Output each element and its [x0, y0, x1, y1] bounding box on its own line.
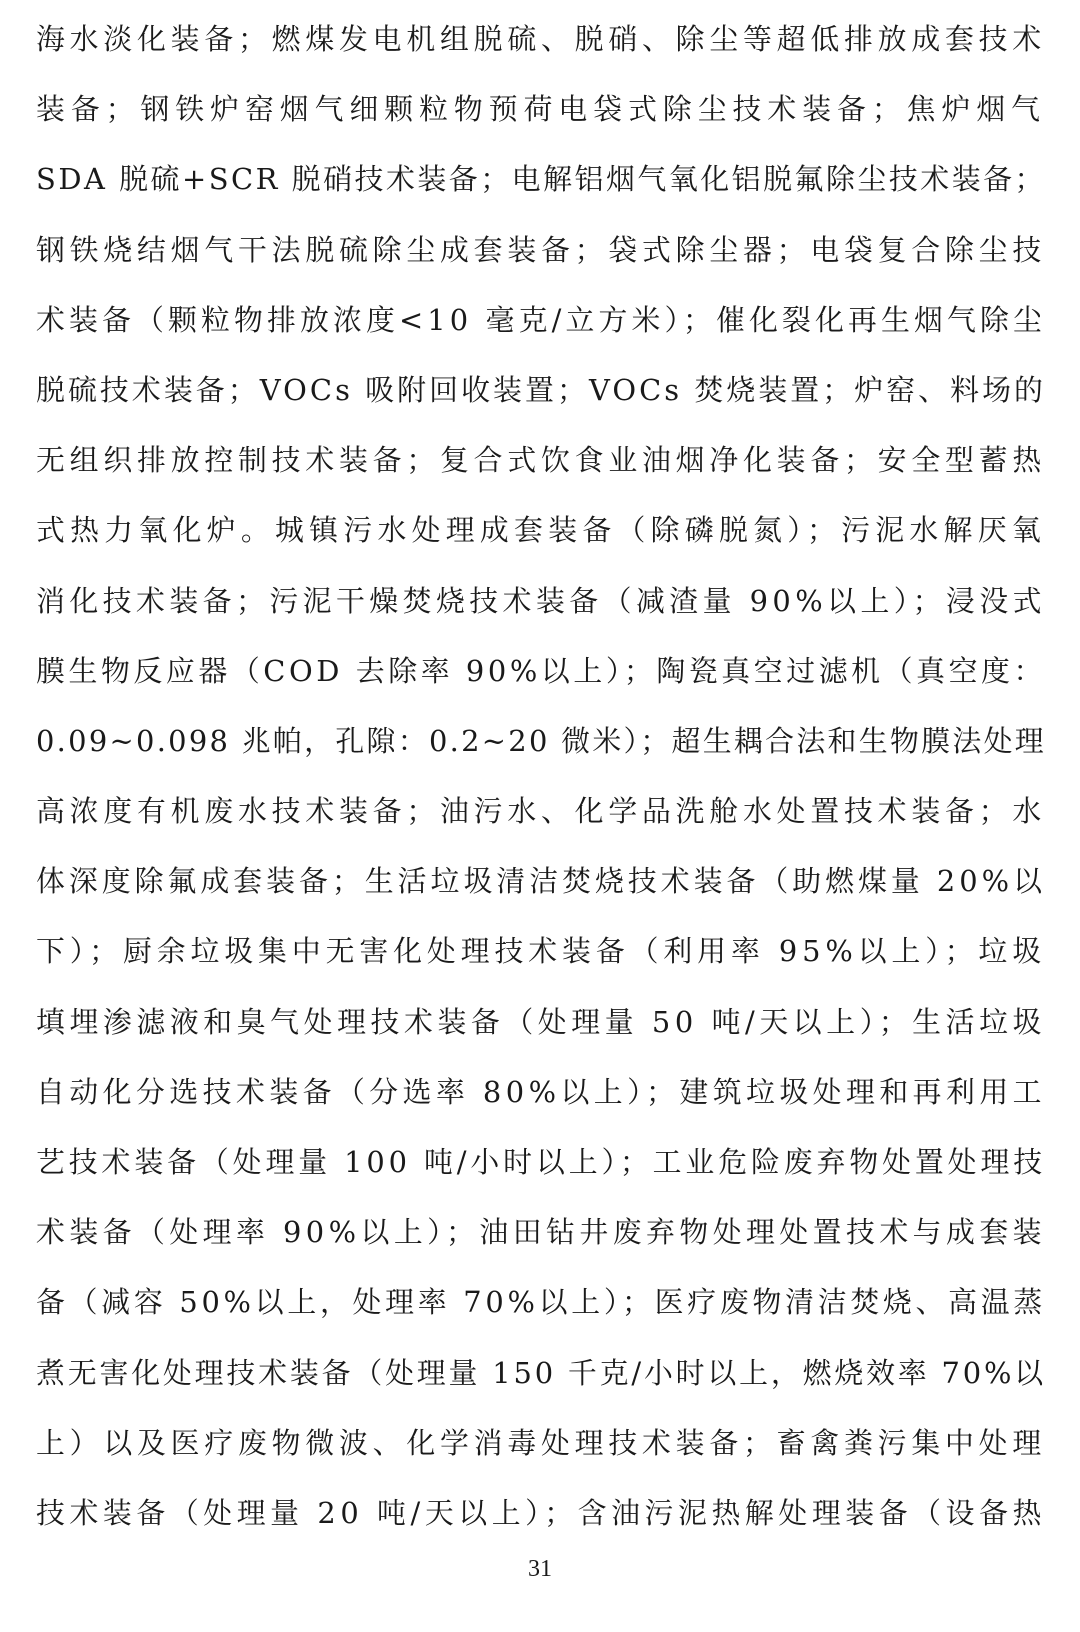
text-line: 艺技术装备（处理量 100 吨/小时以上）；工业危险废弃物处置处理技: [36, 1145, 1046, 1179]
text-line: 填埋渗滤液和臭气处理技术装备（处理量 50 吨/天以上）；生活垃圾: [36, 1004, 1046, 1039]
text-line: 技术装备（处理量 20 吨/天以上）；含油污泥热解处理装备（设备热: [36, 1495, 1046, 1530]
text-line: 钢铁烧结烟气干法脱硫除尘成套装备；袋式除尘器；电袋复合除尘技: [36, 232, 1046, 267]
text-line: 煮无害化处理技术装备（处理量 150 千克/小时以上，燃烧效率 70%以: [36, 1355, 1046, 1390]
text-line: 装备；钢铁炉窑烟气细颗粒物预荷电袋式除尘技术装备；焦炉烟气: [36, 92, 1046, 127]
text-line: 下）；厨余垃圾集中无害化处理技术装备（利用率 95%以上）；垃圾: [36, 934, 1046, 969]
text-line: 无组织排放控制技术装备；复合式饮食业油烟净化装备；安全型蓄热: [36, 443, 1046, 478]
text-line: 消化技术装备；污泥干燥焚烧技术装备（减渣量 90%以上）；浸没式: [36, 583, 1046, 618]
text-line: 高浓度有机废水技术装备；油污水、化学品洗舱水处置技术装备；水: [36, 794, 1046, 829]
text-line: 术装备（处理率 90%以上）；油田钻井废弃物处理处置技术与成套装: [36, 1215, 1046, 1250]
text-line: SDA 脱硫+SCR 脱硝技术装备；电解铝烟气氧化铝脱氟除尘技术装备；: [36, 162, 1046, 197]
text-line: 上）以及医疗废物微波、化学消毒处理技术装备；畜禽粪污集中处理: [36, 1425, 1046, 1460]
text-line: 式热力氧化炉。城镇污水处理成套装备（除磷脱氮）；污泥水解厌氧: [36, 513, 1046, 548]
text-line: 海水淡化装备；燃煤发电机组脱硫、脱硝、除尘等超低排放成套技术: [36, 22, 1046, 56]
text-line: 脱硫技术装备；VOCs 吸附回收装置；VOCs 焚烧装置；炉窑、料场的: [36, 372, 1046, 407]
body-text: [36, 4, 1046, 1548]
text-line: 0.09~0.098 兆帕，孔隙：0.2~20 微米）；超生耦合法和生物膜法处理: [36, 723, 1046, 758]
text-line: 自动化分选技术装备（分选率 80%以上）；建筑垃圾处理和再利用工: [36, 1074, 1046, 1109]
text-line: 体深度除氟成套装备；生活垃圾清洁焚烧技术装备（助燃煤量 20%以: [36, 864, 1046, 899]
text-line: 备（减容 50%以上，处理率 70%以上）；医疗废物清洁焚烧、高温蒸: [36, 1285, 1046, 1320]
page-number: 31: [528, 1556, 552, 1582]
text-line: 膜生物反应器（COD 去除率 90%以上）；陶瓷真空过滤机（真空度：: [36, 653, 1046, 688]
text-line: 术装备（颗粒物排放浓度<10 毫克/立方米）；催化裂化再生烟气除尘: [36, 302, 1046, 337]
